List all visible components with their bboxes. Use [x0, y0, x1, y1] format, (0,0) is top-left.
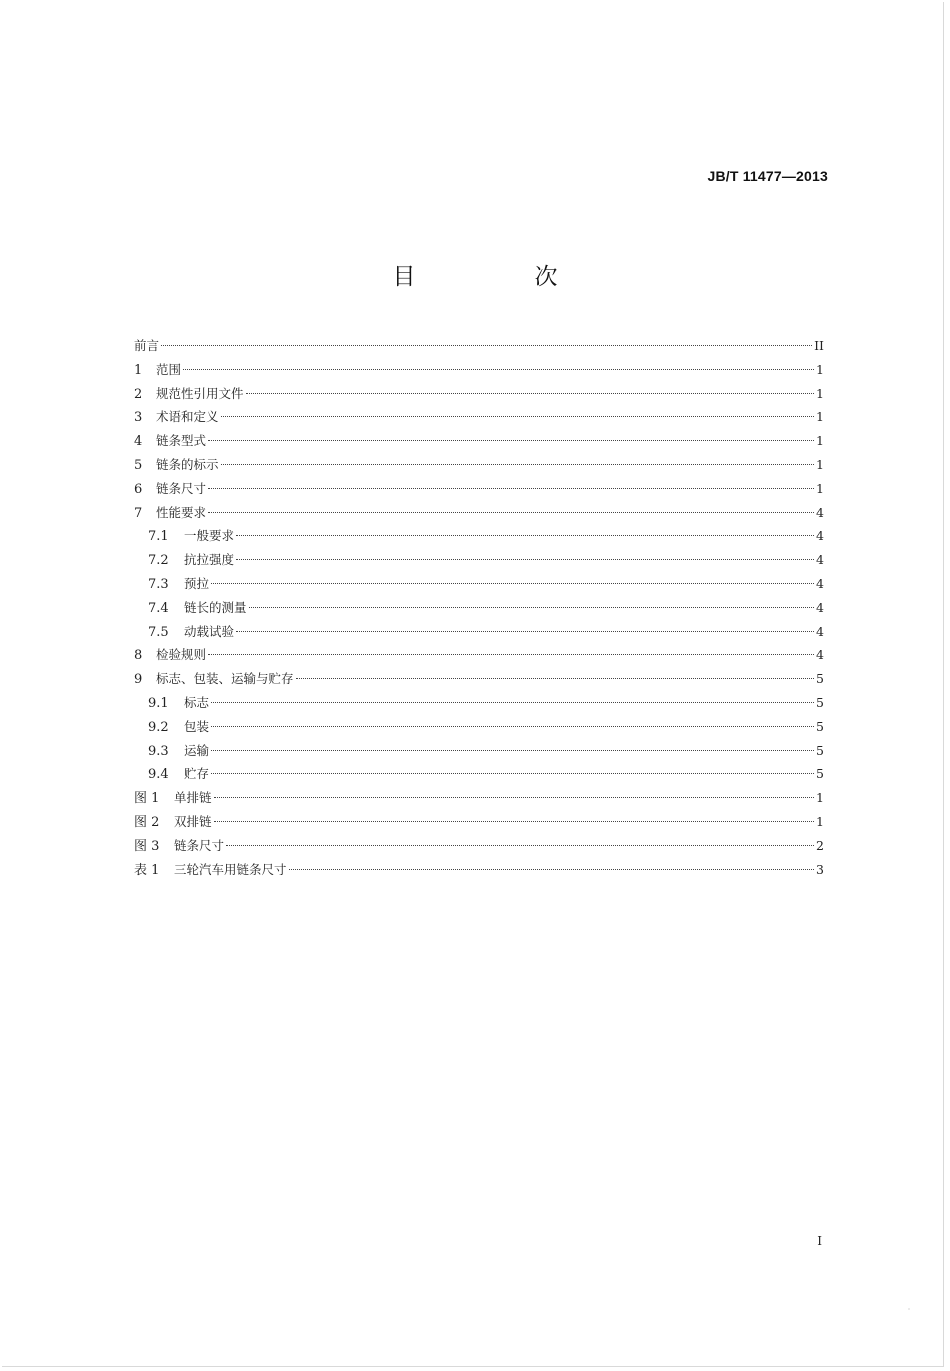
toc-entry[interactable]	[134, 715, 824, 739]
toc-dot-leader	[221, 464, 815, 465]
toc-entry-page: 1	[816, 433, 824, 449]
toc-dot-leader	[211, 750, 814, 751]
toc-entry-number: 5	[134, 457, 143, 473]
toc-dot-leader	[208, 654, 814, 655]
toc-entry-title: 抗拉强度	[184, 552, 235, 568]
toc-entry[interactable]	[134, 596, 824, 620]
toc-entry-title: 标志、包装、运输与贮存	[156, 671, 294, 687]
toc-entry-page: 4	[816, 575, 824, 591]
toc-entry[interactable]	[134, 810, 824, 834]
toc-entry-number: 7	[134, 505, 143, 521]
toc-title: 目 次	[392, 264, 606, 290]
toc-entry[interactable]	[134, 358, 824, 382]
toc-entry[interactable]	[134, 524, 824, 548]
toc-entry-number: 9.1	[148, 695, 169, 711]
toc-entry-page: 4	[816, 647, 824, 663]
toc-entry-page: 4	[816, 623, 824, 639]
toc-entry-number: 8	[134, 648, 143, 664]
toc-dot-leader	[214, 821, 815, 822]
toc-entry-title: 术语和定义	[156, 409, 219, 425]
toc-entry-title: 标志	[184, 694, 210, 710]
toc-entry-page: 1	[816, 456, 824, 472]
toc-entry-number: 4	[134, 434, 143, 450]
toc-entry[interactable]	[134, 382, 824, 406]
toc-entry-title: 三轮汽车用链条尺寸	[174, 861, 287, 877]
toc-dot-leader	[289, 869, 815, 870]
toc-dot-leader	[208, 512, 814, 513]
toc-entry-page: 4	[816, 552, 824, 568]
standard-code: JB/T 11477—2013	[707, 168, 828, 184]
toc-entry-page: 4	[816, 599, 824, 615]
toc-entry-number: 3	[134, 410, 143, 426]
toc-entry-page: 5	[816, 766, 824, 782]
toc-entry-title: 规范性引用文件	[156, 385, 244, 401]
toc-entry[interactable]	[134, 834, 824, 858]
toc-entry[interactable]	[134, 620, 824, 644]
toc-dot-leader	[296, 678, 815, 679]
toc-entry-page: 1	[816, 385, 824, 401]
toc-entry-number: 9.4	[148, 767, 169, 783]
toc-entry-title: 运输	[184, 742, 210, 758]
toc-entry-number: 1	[134, 362, 143, 378]
toc-entry-page: II	[814, 338, 824, 353]
toc-entry-title: 检验规则	[156, 647, 207, 663]
toc-entry-page: 2	[816, 837, 824, 853]
toc-entry-page: 5	[816, 718, 824, 734]
toc-entry-title: 一般要求	[184, 528, 235, 544]
toc-entry-title: 链条尺寸	[156, 480, 207, 496]
toc-entry-number: 2	[134, 386, 143, 402]
toc-entry[interactable]	[134, 501, 824, 525]
toc-entry[interactable]	[134, 429, 824, 453]
toc-entry-number: 7.3	[148, 576, 169, 592]
toc-entry[interactable]	[134, 762, 824, 786]
toc-dot-leader	[211, 773, 814, 774]
toc-entry[interactable]	[134, 477, 824, 501]
toc-entry-title: 双排链	[174, 813, 212, 829]
toc-entry-number: 7.4	[148, 600, 169, 616]
toc-entry-number: 图 3	[134, 838, 160, 854]
toc-dot-leader	[211, 726, 814, 727]
toc-entry-title: 性能要求	[156, 504, 207, 520]
toc-entry[interactable]	[134, 643, 824, 667]
toc-dot-leader	[211, 583, 814, 584]
toc-entry-number: 9.2	[148, 719, 169, 735]
toc-entry-number: 7.2	[148, 553, 169, 569]
toc-entry-title: 链长的测量	[184, 599, 247, 615]
toc-entry-number: 9.3	[148, 743, 169, 759]
toc-entry-page: 5	[816, 694, 824, 710]
toc-entry-page: 5	[816, 742, 824, 758]
toc-entry-number: 6	[134, 481, 143, 497]
page-number: I	[817, 1234, 822, 1248]
toc-entry-title: 范围	[156, 361, 182, 377]
toc-entry-page: 3	[816, 861, 824, 877]
toc-entry-page: 1	[816, 790, 824, 806]
table-of-contents	[134, 334, 824, 881]
toc-dot-leader	[236, 535, 814, 536]
toc-entry[interactable]	[134, 858, 824, 882]
toc-entry-number: 表 1	[134, 862, 160, 878]
toc-entry-number: 7.1	[148, 529, 169, 545]
toc-entry[interactable]	[134, 691, 824, 715]
toc-dot-leader	[161, 345, 812, 346]
toc-dot-leader	[236, 559, 814, 560]
toc-entry-title: 链条的标示	[156, 456, 219, 472]
toc-entry-title: 链条尺寸	[174, 837, 225, 853]
toc-entry-title: 单排链	[174, 790, 212, 806]
toc-entry-page: 4	[816, 504, 824, 520]
toc-entry-title: 预拉	[184, 575, 210, 591]
toc-entry[interactable]	[134, 786, 824, 810]
toc-entry-number: 9	[134, 672, 143, 688]
toc-dot-leader	[208, 488, 814, 489]
toc-entry-title: 动载试验	[184, 623, 235, 639]
toc-entry[interactable]	[134, 572, 824, 596]
toc-entry-page: 1	[816, 480, 824, 496]
toc-dot-leader	[214, 797, 815, 798]
toc-entry-title: 前言	[134, 338, 160, 353]
toc-entry-number: 图 2	[134, 814, 160, 830]
toc-entry[interactable]	[134, 548, 824, 572]
toc-entry-title: 包装	[184, 718, 210, 734]
toc-entry[interactable]	[134, 739, 824, 763]
toc-entry-page: 1	[816, 409, 824, 425]
toc-entry-title: 链条型式	[156, 433, 207, 449]
toc-entry-number: 图 1	[134, 791, 160, 807]
toc-entry-page: 1	[816, 813, 824, 829]
toc-entry-title: 贮存	[184, 766, 210, 782]
toc-entry[interactable]	[134, 667, 824, 691]
toc-dot-leader	[246, 393, 815, 394]
toc-entry-page: 4	[816, 528, 824, 544]
toc-dot-leader	[183, 369, 814, 370]
toc-entry[interactable]	[134, 334, 824, 358]
toc-entry[interactable]	[134, 405, 824, 429]
toc-entry-page: 1	[816, 361, 824, 377]
toc-dot-leader	[226, 845, 814, 846]
toc-dot-leader	[249, 607, 815, 608]
toc-dot-leader	[221, 416, 815, 417]
scan-speck	[908, 1308, 910, 1310]
toc-entry-page: 5	[816, 671, 824, 687]
toc-dot-leader	[236, 631, 814, 632]
toc-dot-leader	[211, 702, 814, 703]
toc-dot-leader	[208, 440, 814, 441]
toc-entry-number: 7.5	[148, 624, 169, 640]
toc-entry[interactable]	[134, 453, 824, 477]
